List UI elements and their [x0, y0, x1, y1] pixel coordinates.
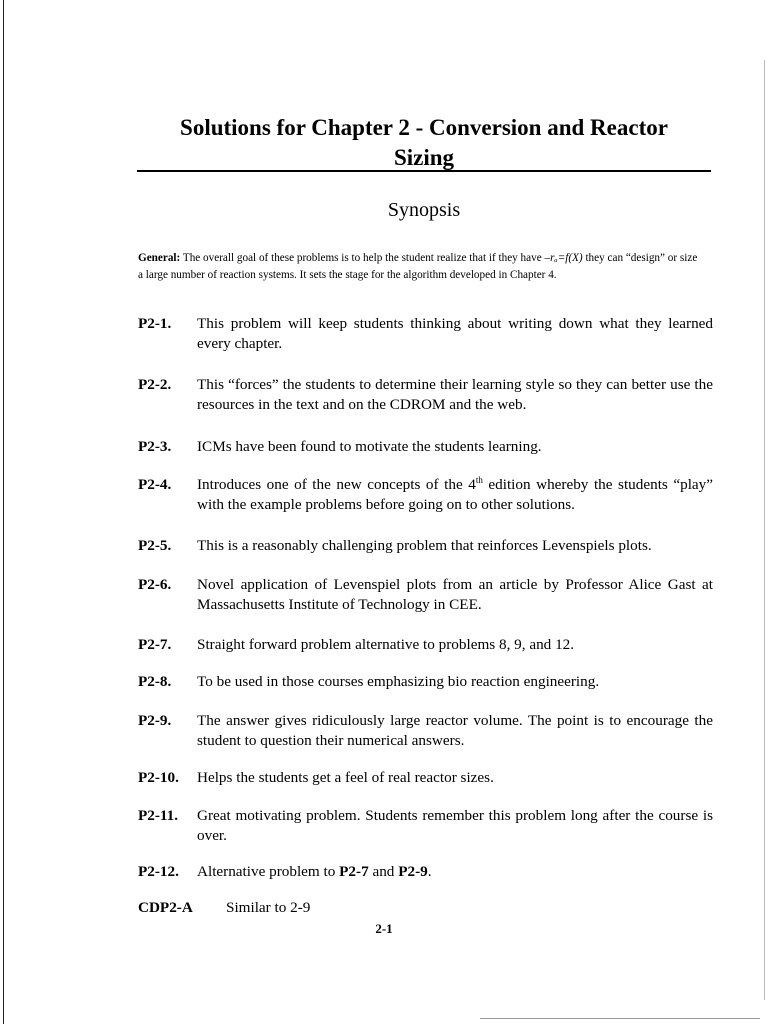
problem-item: [138, 475, 713, 515]
problem-text: Helps the students get a feel of real reactor sizes.: [197, 769, 494, 786]
problem-item: [138, 536, 713, 556]
problem-list: [138, 314, 713, 918]
general-label: General:: [138, 252, 181, 264]
page-title: [137, 113, 711, 173]
problem-item: [138, 711, 713, 751]
synopsis-heading: Synopsis: [387, 199, 461, 221]
general-text-after: they can “design” or size a large number of reaction systems. It sets the stage for the algorithm developed in Chapter 4.: [138, 252, 698, 281]
problem-item: [138, 314, 713, 354]
cdp-item: [138, 898, 713, 918]
problem-text: This “forces” the students to determine their learning style so they can better use the resources in the text and on the CDROM and the web.: [197, 376, 713, 413]
problem-text-part: .: [427, 863, 432, 880]
general-paragraph: [138, 250, 698, 284]
problem-text: To be used in those courses emphasizing bio reaction engineering.: [197, 673, 600, 690]
general-formula: –rₐ=f(X): [544, 252, 583, 264]
problem-number: P2-9.: [138, 712, 172, 729]
problem-text: The answer gives ridiculously large reactor volume. The point is to encourage the student to question their numerical answers.: [197, 712, 713, 749]
problem-item: [138, 437, 713, 457]
cdp-text: Similar to 2-9: [226, 899, 311, 916]
problem-item: [138, 862, 713, 882]
scan-left-edge: [3, 0, 4, 1024]
problem-number: P2-2.: [138, 376, 172, 393]
problem-reference: P2-7: [339, 863, 369, 880]
problem-text: This is a reasonably challenging problem that reinforces Levenspiels plots.: [197, 537, 652, 554]
problem-number: P2-4.: [138, 476, 172, 493]
problem-number: P2-10.: [138, 769, 179, 786]
cdp-number: CDP2-A: [138, 899, 193, 916]
problem-text-part: and: [368, 863, 399, 880]
general-text-before: The overall goal of these problems is to help the student realize that if they have: [182, 252, 545, 264]
problem-text: Novel application of Levenspiel plots from an article by Professor Alice Gast at Massachusetts Institute of Technology in CEE.: [197, 576, 713, 613]
problem-number: P2-6.: [138, 576, 172, 593]
problem-reference: P2-9: [398, 863, 428, 880]
problem-number: P2-7.: [138, 636, 172, 653]
problem-text: This problem will keep students thinking about writing down what they learned every chapter.: [197, 315, 713, 352]
title-underline: [137, 170, 711, 172]
problem-text: [197, 862, 713, 882]
problem-text: ICMs have been found to motivate the students learning.: [197, 438, 542, 455]
page-number: 2-1: [375, 921, 393, 936]
problem-superscript: th: [475, 474, 483, 485]
problem-item: [138, 575, 713, 615]
problem-text: Straight forward problem alternative to problems 8, 9, and 12.: [197, 636, 575, 653]
problem-item: [138, 375, 713, 415]
problem-text: [197, 475, 713, 515]
problem-number: P2-8.: [138, 673, 172, 690]
problem-text-part: Alternative problem to: [197, 863, 340, 880]
problem-text-part: edition whereby the students “play” with the example problems before going on to other solutions.: [197, 476, 713, 513]
problem-number: P2-11.: [138, 807, 179, 824]
problem-item: [138, 672, 713, 692]
problem-number: P2-12.: [138, 863, 179, 880]
scan-right-edge: [764, 60, 765, 1000]
page-title-line1: Solutions for Chapter 2 - Conversion and Reactor: [180, 115, 668, 140]
scan-bottom-edge: [480, 1018, 760, 1019]
problem-number: P2-5.: [138, 537, 172, 554]
problem-text: Great motivating problem. Students remember this problem long after the course is over.: [197, 807, 713, 844]
problem-item: [138, 806, 713, 846]
problem-item: [138, 635, 713, 655]
page-title-line2: Sizing: [393, 145, 455, 170]
problem-number: P2-1.: [138, 315, 172, 332]
problem-text-part: Introduces one of the new concepts of the 4: [197, 476, 476, 493]
problem-item: [138, 768, 713, 788]
problem-number: P2-3.: [138, 438, 172, 455]
